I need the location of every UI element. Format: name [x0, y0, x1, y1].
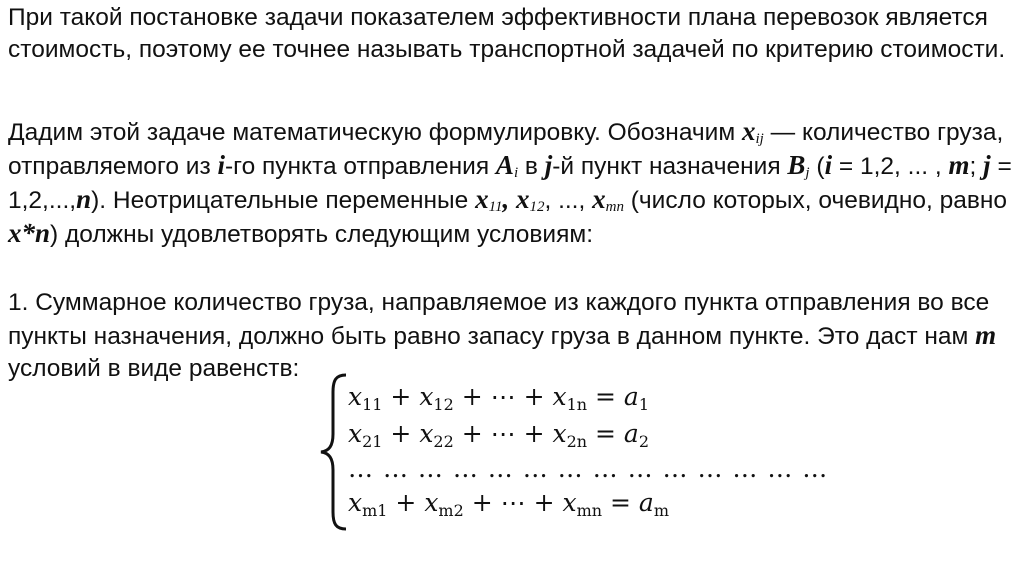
text: , ...,: [544, 187, 593, 214]
comma: ,: [502, 184, 516, 214]
text: (: [809, 153, 825, 180]
var-x-ij: $x_{ij}$: [742, 116, 764, 147]
var-n: n: [76, 184, 92, 214]
left-brace-icon: [318, 372, 350, 532]
equation-system: [318, 372, 829, 532]
equation-row-m: $x_{m1} + x_{m2}$ + ⋯ + $x_{mn} = a_m$: [348, 488, 669, 520]
paragraph-condition-1: [8, 287, 1016, 385]
var-m: m: [948, 150, 970, 180]
var-a-i: $A_i$: [495, 150, 519, 181]
var-x-mn: $x_{mn}$: [592, 184, 624, 215]
equation-row-ellipsis: … … … … … … … … … … … … … …: [348, 454, 829, 483]
equation-row-2: $x_{21} + x_{22}$ + ⋯ + $x_{2n} = a_2$: [348, 419, 649, 451]
var-i: i: [217, 150, 226, 180]
text: ). Неотрицательные переменные: [91, 187, 476, 214]
var-j: j: [544, 150, 553, 180]
var-x-times-n: x*n: [8, 218, 51, 248]
var-b-j: $B_j$: [787, 150, 810, 181]
text: — количество груза, отправляемого из: [8, 119, 1004, 180]
text: 1. Суммарное количество груза, направляемое из каждого пункта отправления во все пункты назначения, должно быть равно запасу груза в данном пункте. Это даст нам: [8, 289, 990, 350]
text: -го пункта отправления: [225, 153, 496, 180]
text: ;: [969, 153, 984, 180]
text: условий в виде равенств:: [8, 355, 300, 382]
paragraph-formulation: [8, 115, 1016, 251]
text: -й пункт назначения: [552, 153, 788, 180]
equation-row-1: $x_{11} + x_{12}$ + ⋯ + $x_{1n} = a_1$: [348, 382, 649, 414]
var-x-12: $x_{12}$: [515, 184, 545, 215]
var-j: j: [983, 150, 991, 180]
var-i: i: [824, 150, 833, 180]
text: = 1,2,...,: [8, 153, 1012, 214]
text: (число которых, очевидно, равно: [623, 187, 1008, 214]
paragraph-intro: При такой постановке задачи показателем эффективности плана перевозок является стоимость, поэтому ее точнее называть транспортной задачей по критерию стоимости.: [8, 4, 1006, 63]
text: ) должны удовлетворять следующим условиям:: [50, 221, 594, 248]
var-x-11: $x_{11}$: [475, 184, 503, 215]
text: в: [518, 153, 545, 180]
text: Дадим этой задаче математическую формулировку. Обозначим: [8, 119, 743, 146]
text: = 1,2, ... ,: [832, 153, 949, 180]
var-m: m: [975, 320, 997, 350]
